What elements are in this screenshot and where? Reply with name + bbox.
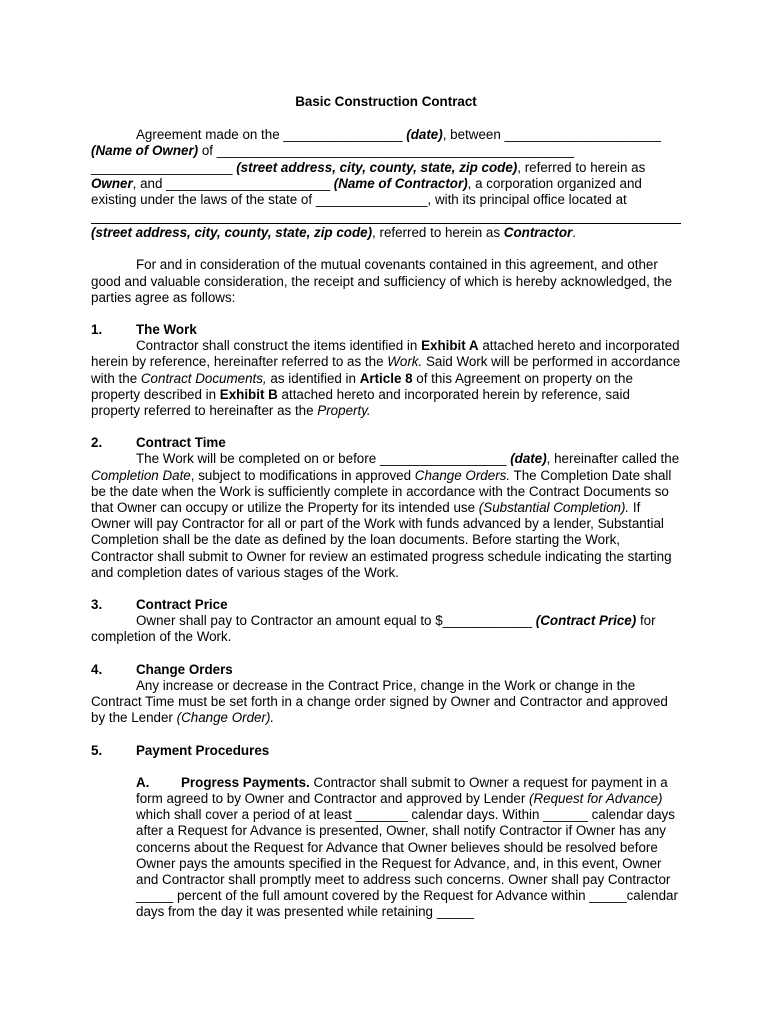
section-number: 4. [91, 661, 103, 677]
section-heading [91, 435, 681, 451]
document-body [91, 94, 681, 921]
section-body: The Work will be completed on or before _________________ (date), hereinafter called the Completion Date, subject to modifications in approved Change Orders. The Completion Date shall be the date when the Work is sufficiently complete in accordance with the Contract Documents so that Owner can occupy or utilize the Property for its intended use (Substantial Completion). If Owner will pay Contractor for all or part of the Work with funds advanced by a lender, Substantial Completion shall be the date as defined by the loan documents. Before starting the Work, Contractor shall submit to Owner for review an estimated progress schedule indicating the starting and completion dates of various stages of the Work. [91, 451, 680, 580]
section-number: 3. [91, 597, 103, 613]
intro-paragraph-continued: (street address, city, county, state, zip code), referred to herein as Contractor. [91, 225, 576, 241]
section-heading [91, 743, 681, 759]
section-title: Contract Price [136, 597, 228, 613]
section-title: Change Orders [136, 661, 233, 677]
subsection-text: Progress Payments. Contractor shall submit to Owner a request for payment in a form agreed to by Owner and Contractor and approved by Lender (Request for Advance) which shall cover a period of at least _______ calendar days. Within ______ calendar days after a Request for Advance is presented, Owner, shall notify Contractor if Owner has any concerns about the Request for Advance that Owner believes should be resolved before Owner pays the amounts specified in the Request for Advance, and, in this event, Owner and Contractor shall promptly meet to address such concerns. Owner shall pay Contractor _____ percent of the full amount covered by the Request for Advance within _____calendar days from the day it was presented while retaining _____ [136, 774, 678, 920]
section-heading [91, 322, 681, 338]
section-number: 1. [91, 322, 103, 338]
intro-paragraph: Agreement made on the ________________ (date), between _____________________ (Name of Owner) of ________________________________________________ ___________________ (street address, city, county, state, zip code), referred to herein as Owner, and ______________________ (Name of Contractor), a corporation organized and existing under the laws of the state of _______________, with its principal office located at [91, 127, 661, 208]
sections-container [91, 322, 681, 759]
section-title: The Work [136, 322, 197, 338]
document-title: Basic Construction Contract [295, 94, 477, 109]
consideration-paragraph: For and in consideration of the mutual covenants contained in this agreement, and other good and valuable consideration, the receipt and sufficiency of which is hereby acknowledged, the parties agree as follows: [91, 257, 673, 305]
section-body: Any increase or decrease in the Contract Price, change in the Work or change in the Contract Time must be set forth in a change order signed by Owner and Contractor and approved by the Lender (Change Order). [91, 677, 668, 726]
section-heading [91, 662, 681, 678]
section-title: Contract Time [136, 435, 226, 451]
section-number: 2. [91, 435, 103, 451]
section-body: Contractor shall construct the items identified in Exhibit A attached hereto and incorporated herein by reference, hereinafter referred to as the Work. Said Work will be performed in accordance with the Contract Documents, as identified in Article 8 of this Agreement on property on the property described in Exhibit B attached hereto and incorporated herein by reference, said property referred to hereinafter as the Property. [91, 338, 681, 419]
subsection-letter: A. [136, 774, 150, 790]
blank-address-line [91, 208, 681, 224]
section-heading [91, 597, 681, 613]
section-title: Payment Procedures [136, 742, 270, 758]
section-body: Owner shall pay to Contractor an amount equal to $____________ (Contract Price) for completion of the Work. [91, 613, 656, 645]
section-number: 5. [91, 742, 103, 758]
subsection-progress-payments [136, 775, 681, 921]
